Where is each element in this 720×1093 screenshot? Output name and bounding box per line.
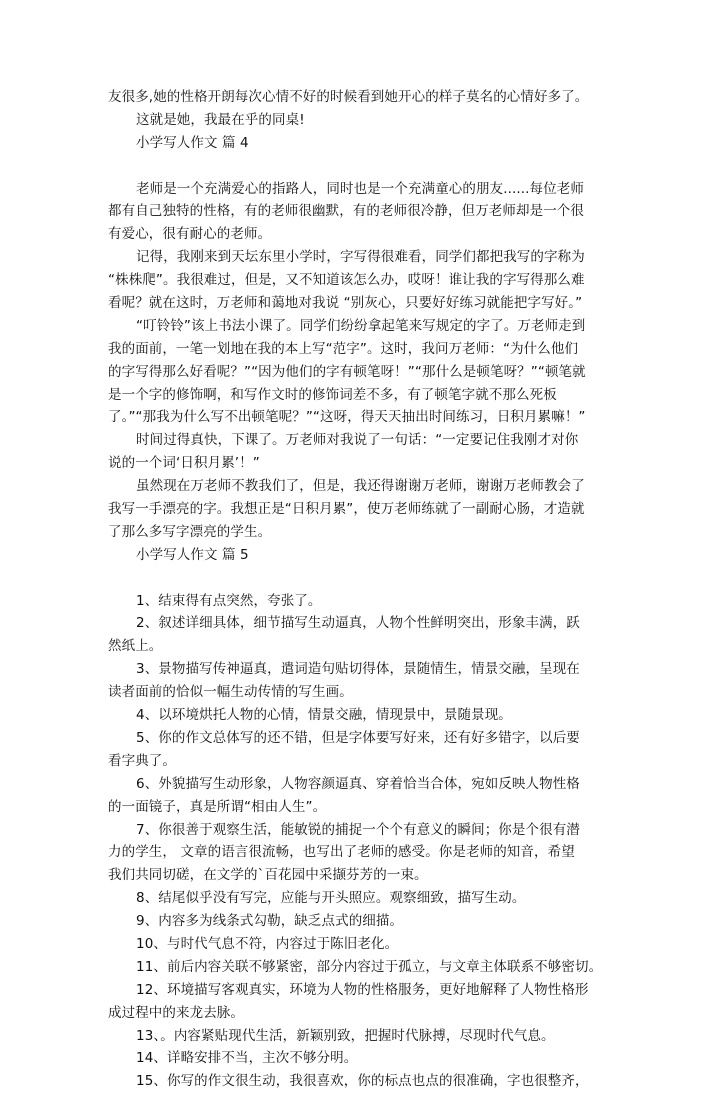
text-line: “株株爬”。我很难过，但是，又不知道该怎么办，哎呀！谁让我的字写得那么难 [108,272,585,289]
text-line: 3、景物描写传神逼真，遣词造句贴切得体，景随情生，情景交融，呈现在 [136,661,580,678]
text-line: 是一个字的修饰啊，和写作文时的修饰词差不多，有了顿笔字就不那么死板 [108,386,557,403]
text-line: 了那么多写字漂亮的学生。 [108,523,272,540]
text-line: 这就是她，我最在乎的同桌! [136,111,305,128]
text-line: 14、详略安排不当，主次不够分明。 [136,1050,358,1067]
text-line: 7、你很善于观察生活，能敏锐的捕捉一个个有意义的瞬间；你是个很有潜 [136,821,580,838]
text-line: 15、你写的作文很生动，我很喜欢，你的标点也点的很准确，字也很整齐， [136,1073,589,1090]
blank-line [108,567,624,590]
text-line: 10、与时代气息不符，内容过于陈旧老化。 [136,935,399,952]
text-line: 读者面前的恰似一幅生动传情的写生画。 [108,684,353,701]
text-line: 说的一个词‘日积月累’！” [108,455,260,472]
text-line: 虽然现在万老师不教我们了，但是，我还得谢谢万老师，谢谢万老师教会了 [136,478,585,495]
text-line: 6、外貌描写生动形象，人物容颜逼真、穿着恰当合体，宛如反映人物性格 [136,775,580,792]
text-line: 友很多,她的性格开朗每次心情不好的时候看到她开心的样子莫名的心情好多了。 [108,89,589,105]
text-line: 9、内容多为线条式勾勒，缺乏点式的细描。 [136,913,404,930]
text-line: 8、结尾似乎没有写完，应能与开头照应。观察细致，描写生动。 [136,890,526,907]
text-line: 然纸上。 [108,638,163,655]
text-line: 的一面镜子，真是所谓“相由人生”。 [108,798,327,815]
text-line: 的字写得那么好看呢？”“因为他们的字有顿笔呀！”“那什么是顿笔呀？”“顿笔就 [108,363,586,380]
text-line: 了。”“那我为什么写不出顿笔呢？”“这呀，得天天抽出时间练习，日积月累嘛！” [108,409,586,426]
text-line: 时间过得真快，下课了。万老师对我说了一句话：“一定要记住我刚才对你 [136,432,579,449]
document-page [108,86,624,1093]
text-line: 12、环境描写客观真实，环境为人物的性格服务，更好地解释了人物性格形 [136,981,589,998]
text-line: 4、以环境烘托人物的心情，情景交融，情现景中，景随景现。 [136,707,512,724]
text-line: “叮铃铃”该上书法小课了。同学们纷纷拿起笔来写规定的字了。万老师走到 [136,317,586,334]
text-line: 我写一手漂亮的字。我想正是“日积月累”，使万老师练就了一副耐心肠，才造就 [108,501,585,518]
text-line: 1、结束得有点突然，夸张了。 [136,592,322,609]
text-line: 力的学生， 文章的语言很流畅，也写出了老师的感受。你是老师的知音，希望 [108,844,575,861]
text-line: 成过程中的来龙去脉。 [108,1004,244,1021]
text-line: 我们共同切磋，在文学的`百花园中采撷芬芳的一束。 [108,867,428,884]
text-line: 小学写人作文 篇 5 [136,546,249,563]
text-line: 看字典了。 [108,752,176,769]
text-line: 13、。内容紧贴现代生活，新颖别致，把握时代脉搏，尽现时代气息。 [136,1027,555,1044]
text-line: 都有自己独特的性格，有的老师很幽默，有的老师很冷静，但万老师却是一个很 [108,203,584,220]
text-line: 2、叙述详细具体，细节描写生动逼真，人物个性鲜明突出，形象丰满，跃 [136,615,580,632]
text-line: 小学写人作文 篇 4 [136,134,249,151]
text-line: 看呢？就在这时，万老师和蔼地对我说 “别灰心，只要好好练习就能把字写好。” [108,295,583,312]
blank-line [108,155,624,178]
text-line: 记得，我刚来到天坛东里小学时，字写得很难看，同学们都把我写的字称为 [136,249,585,266]
text-line: 11、前后内容关联不够紧密，部分内容过于孤立，与文章主体联系不够密切。 [136,958,603,975]
text-line: 有爱心，很有耐心的老师。 [108,226,272,243]
text-line: 我的面前，一笔一划地在我的本上写“范字”。这时，我问万老师：“为什么他们 [108,340,579,357]
text-line: 老师是一个充满爱心的指路人，同时也是一个充满童心的朋友......每位老师 [136,180,584,197]
text-line: 5、你的作文总体写的还不错，但是字体要写好来，还有好多错字，以后要 [136,729,580,746]
